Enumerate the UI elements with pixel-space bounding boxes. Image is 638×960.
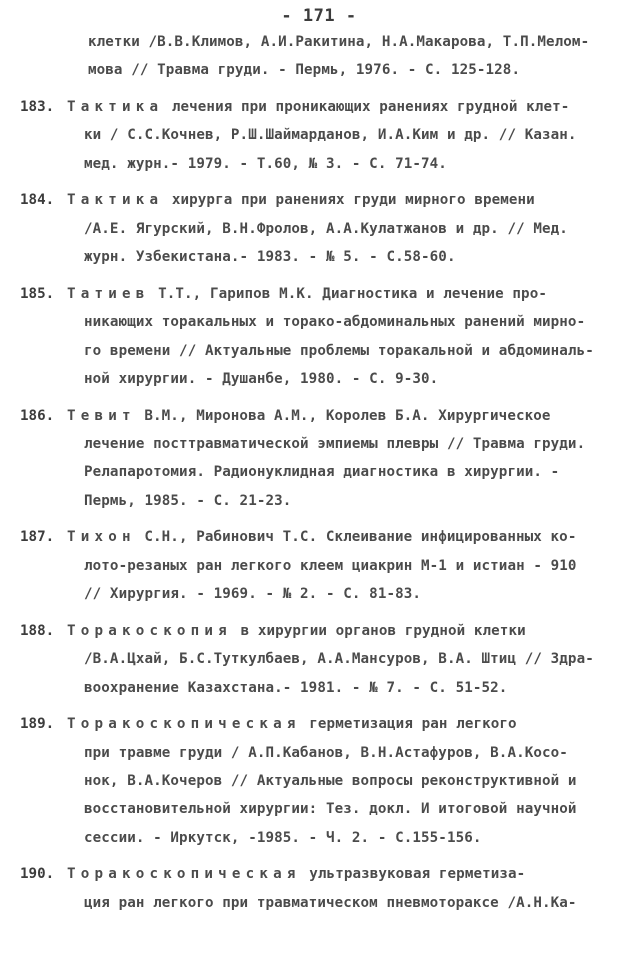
entry-line (67, 621, 526, 641)
entry-text: мова // Травма груди. - Пермь, 1976. - С. 125-128. (88, 62, 521, 79)
entry-line (84, 312, 585, 332)
entry-line (84, 219, 568, 239)
entry-text: сессии. - Иркутск, -1985. - Ч. 2. - С.155-156. (84, 829, 482, 846)
entry-number: 186. (20, 407, 55, 424)
entry-line (84, 369, 438, 389)
entry-line (84, 828, 482, 848)
entry-text: в хирургии органов грудной клетки (240, 622, 526, 639)
entry-line (67, 406, 551, 426)
entry-keyword: Торакоскопия (67, 622, 232, 639)
entry-keyword: Тактика (67, 192, 164, 209)
entry-text: лечения при проникающих ранениях грудной клет- (171, 99, 570, 115)
entry-text: хирурга при ранениях груди мирного времени (171, 192, 535, 209)
entry-keyword: Тактика (67, 99, 164, 115)
entry-keyword: Тевит (67, 407, 136, 424)
entry-text: ультразвуковая герметиза- (309, 866, 526, 883)
entry-line (84, 649, 594, 669)
entry-line (67, 97, 569, 117)
entry-keyword: Торакоскопическая (67, 866, 301, 883)
entry-line (67, 284, 547, 304)
entry-line (67, 527, 576, 547)
entry-text: С.Н., Рабинович Т.С. Склеивание инфицированных ко- (144, 529, 577, 546)
entry-line (84, 434, 585, 454)
entry-text: В.М., Миронова А.М., Королев Б.А. Хирургическое (144, 407, 551, 424)
page-number: - 171 - (281, 6, 357, 26)
entry-line (84, 799, 577, 819)
entry-text: Т.Т., Гарипов М.К. Диагностика и лечение про- (158, 285, 547, 302)
entry-line (84, 893, 577, 913)
entry-number: 187. (20, 529, 55, 546)
entry-line (88, 32, 589, 52)
entry-text: журн. Узбекистана.- 1983. - № 5. - С.58-60. (84, 249, 456, 266)
entry-text: /А.Е. Ягурский, В.Н.Фролов, А.А.Кулатжанов и др. // Мед. (84, 220, 568, 237)
entry-text: Пермь, 1985. - С. 21-23. (84, 492, 292, 509)
entry-line (88, 60, 520, 80)
entry-number: 183. (20, 99, 55, 115)
entry-line (84, 584, 421, 604)
entry-line (67, 190, 535, 210)
entry-line (84, 154, 447, 174)
entry-text: /В.А.Цхай, Б.С.Туткулбаев, А.А.Мансуров, В.А. Штиц // Здра- (84, 651, 594, 668)
entry-text: го времени // Актуальные проблемы торакальной и абдоминаль- (84, 342, 594, 359)
entry-text: при травме груди / А.П.Кабанов, В.Н.Астафуров, В.А.Косо- (84, 744, 568, 761)
entry-line (67, 864, 525, 884)
entry-text: нок, В.А.Кочеров // Актуальные вопросы реконструктивной и (84, 773, 577, 789)
entry-text: // Хирургия. - 1969. - № 2. - С. 81-83. (84, 586, 422, 603)
entry-number: 188. (20, 622, 55, 639)
entry-keyword: Торакоскопическая (67, 716, 301, 733)
entry-keyword: Татиев (67, 285, 150, 302)
entry-line (84, 247, 456, 267)
entry-number: 185. (20, 285, 55, 302)
entry-text: лото-резаных ран легкого клеем циакрин М-1 и истиан - 910 (84, 557, 577, 574)
entry-number: 189. (20, 716, 55, 733)
entry-line (84, 771, 577, 791)
entry-text: мед. журн.- 1979. - Т.60, № 3. - С. 71-74. (84, 155, 447, 172)
entry-line (84, 125, 577, 145)
entry-text: ция ран легкого при травматическом пневмотораксе /А.Н.Ка- (84, 894, 577, 911)
entry-text: воохранение Казахстана.- 1981. - № 7. - С. 51-52. (84, 679, 508, 696)
entry-line (84, 556, 577, 576)
entry-text: восстановительной хирургии: Тез. докл. И итоговой научной (84, 801, 577, 818)
entry-line (67, 714, 517, 734)
entry-text: никающих торакальных и торако-абдоминальных ранений мирно- (84, 314, 586, 331)
entry-keyword: Тихон (67, 529, 136, 546)
entry-line (84, 678, 507, 698)
entry-line (84, 462, 559, 482)
entry-text: лечение посттравматической эмпиемы плевры // Травма груди. (84, 436, 586, 452)
entry-text: герметизация ран легкого (309, 716, 517, 733)
entry-number: 184. (20, 192, 55, 209)
entry-text: Релапаротомия. Радионуклидная диагностика в хирургии. - (84, 464, 560, 481)
entry-text: ной хирургии. - Душанбе, 1980. - С. 9-30. (84, 371, 439, 387)
entry-number: 190. (20, 866, 55, 883)
entry-line (84, 341, 594, 361)
entry-line (84, 743, 568, 763)
entry-text: клетки /В.В.Климов, А.И.Ракитина, Н.А.Макарова, Т.П.Мелом- (88, 34, 590, 50)
entry-line (84, 491, 291, 511)
entry-text: ки / С.С.Кочнев, Р.Ш.Шаймарданов, И.А.Ким и др. // Казан. (84, 127, 577, 144)
